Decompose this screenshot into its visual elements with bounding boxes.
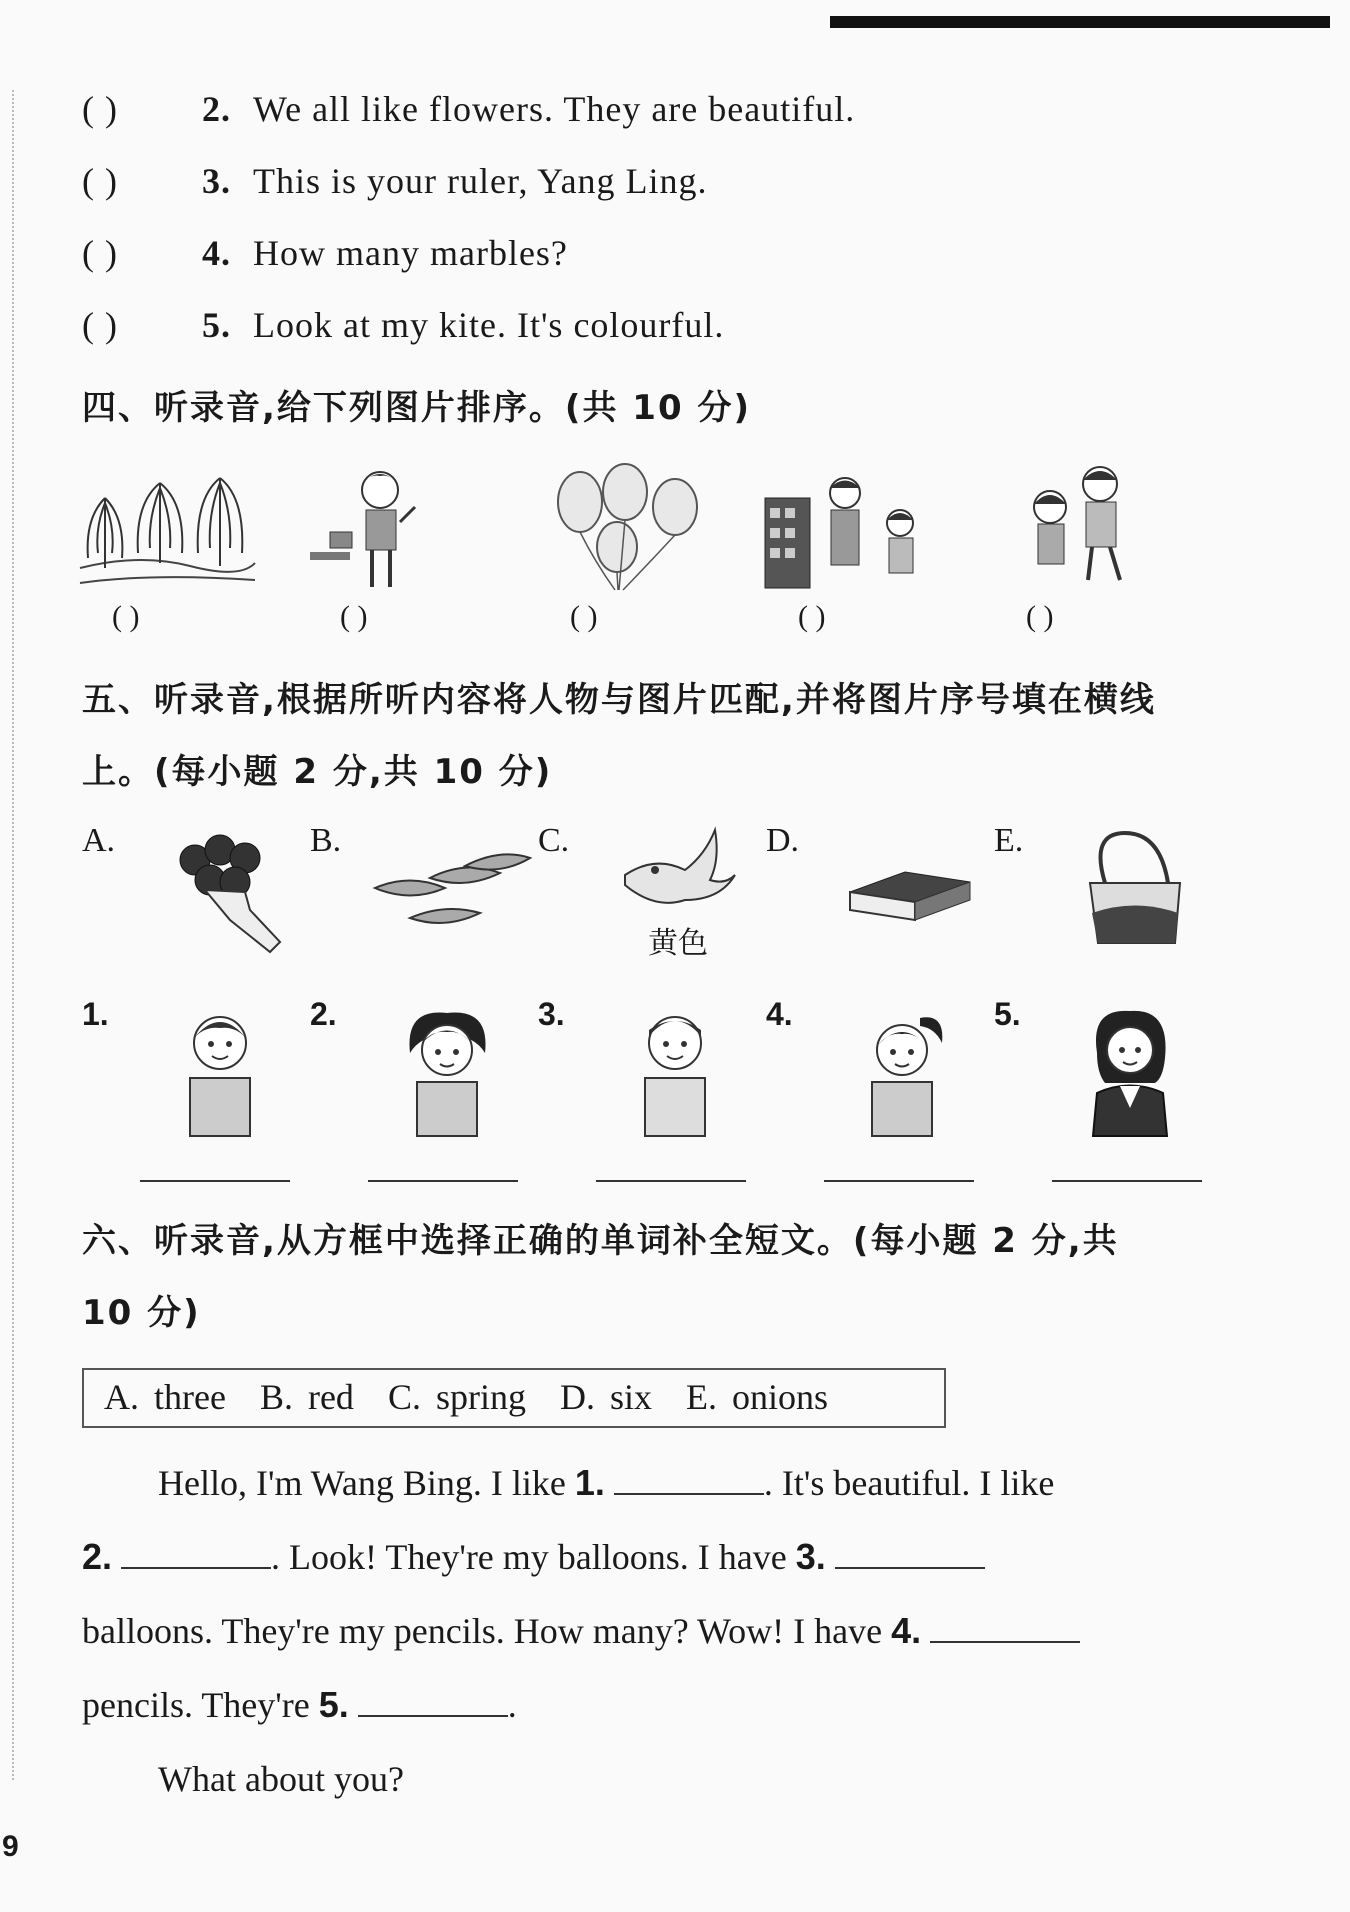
answer-slot-3[interactable]: ( ) (570, 600, 598, 633)
answer-paren[interactable]: ( ) (82, 89, 118, 129)
passage-blank-5[interactable] (358, 1685, 508, 1717)
option-letter-e: E. (994, 822, 1024, 859)
word-option-d: D. six (559, 1377, 652, 1417)
page-number: 9 (2, 1830, 19, 1863)
passage-line-2 (82, 1536, 985, 1578)
answer-paren[interactable]: ( ) (82, 305, 118, 345)
person-number-4: 4. (766, 996, 793, 1032)
question-2 (82, 88, 855, 130)
passage-blank-1[interactable] (614, 1463, 764, 1495)
question-text: This is your ruler, Yang Ling. (253, 161, 708, 201)
girl-with-ruler-icon (310, 462, 430, 592)
person-number-1: 1. (82, 996, 109, 1032)
blank-number: 1. (574, 1462, 605, 1503)
passage-blank-2[interactable] (121, 1537, 271, 1569)
option-letter-a: A. (82, 822, 116, 859)
person-number-3: 3. (538, 996, 565, 1032)
answer-slot-5[interactable]: ( ) (1026, 600, 1054, 633)
peas-icon (370, 848, 540, 933)
section6-heading-line1: 六、听录音,从方框中选择正确的单词补全短文。(每小题 2 分,共 (82, 1221, 1119, 1261)
section5-heading-line1: 五、听录音,根据所听内容将人物与图片匹配,并将图片序号填在横线 (82, 680, 1156, 720)
passage-text: Hello, I'm Wang Bing. I like (158, 1463, 575, 1503)
girls-at-shop-icon (765, 468, 945, 593)
woman-5-icon (1085, 1008, 1175, 1138)
boy-3-icon (635, 1008, 715, 1138)
passage-text: . It's beautiful. I like (763, 1463, 1055, 1503)
question-number: 3. (202, 161, 231, 201)
section5-heading-line2: 上。(每小题 2 分,共 10 分) (82, 752, 553, 792)
passage-text: . Look! They're my balloons. I have (271, 1537, 796, 1577)
answer-blank-5[interactable] (1052, 1180, 1202, 1182)
question-text: How many marbles? (253, 233, 568, 273)
question-5 (82, 304, 724, 346)
person-number-5: 5. (994, 996, 1021, 1032)
question-text: Look at my kite. It's colourful. (253, 305, 725, 345)
word-option-c: C. spring (387, 1377, 526, 1417)
girl-4-icon (860, 1008, 950, 1138)
section6-heading-line2: 10 分) (82, 1293, 201, 1333)
question-number: 4. (202, 233, 231, 273)
answer-slot-1[interactable]: ( ) (112, 600, 140, 633)
question-3 (82, 160, 708, 202)
answer-paren[interactable]: ( ) (82, 233, 118, 273)
question-number: 5. (202, 305, 231, 345)
answer-paren[interactable]: ( ) (82, 161, 118, 201)
passage-line-3 (82, 1610, 1080, 1652)
passage-line-5: What about you? (158, 1759, 404, 1799)
word-option-b: B. red (259, 1377, 354, 1417)
boy-1-icon (180, 1008, 260, 1138)
passage-line-4 (82, 1684, 517, 1726)
header-bar (830, 16, 1330, 28)
question-text: We all like flowers. They are beautiful. (253, 89, 856, 129)
blank-number: 2. (82, 1536, 113, 1577)
passage-text: . (507, 1685, 517, 1725)
answer-slot-4[interactable]: ( ) (798, 600, 826, 633)
passage-text: balloons. They're my pencils. How many? Wow! I have (82, 1611, 892, 1651)
word-options-box (82, 1368, 946, 1428)
person-number-2: 2. (310, 996, 337, 1032)
blank-number: 3. (795, 1536, 826, 1577)
binding-margin (12, 90, 14, 1780)
answer-slot-2[interactable]: ( ) (340, 600, 368, 633)
answer-blank-2[interactable] (368, 1180, 518, 1182)
blank-number: 4. (891, 1610, 922, 1651)
option-letter-b: B. (310, 822, 342, 859)
flower-bouquet-icon (170, 830, 290, 955)
children-playing-icon (1020, 462, 1140, 592)
word-option-e: E. onions (685, 1377, 828, 1417)
blank-number: 5. (318, 1684, 349, 1725)
section4-heading: 四、听录音,给下列图片排序。(共 10 分) (82, 388, 751, 428)
handbag-icon (1080, 828, 1190, 948)
question-number: 2. (202, 89, 231, 129)
answer-blank-4[interactable] (824, 1180, 974, 1182)
option-letter-c: C. (538, 822, 570, 859)
answer-blank-1[interactable] (140, 1180, 290, 1182)
balloons-icon (555, 462, 705, 592)
passage-blank-4[interactable] (930, 1611, 1080, 1643)
passage-text: pencils. They're (82, 1685, 319, 1725)
question-4 (82, 232, 568, 274)
passage-line-1 (158, 1462, 1054, 1504)
bird-icon (615, 825, 740, 915)
willow-trees-icon (80, 458, 260, 598)
pencil-box-icon (845, 862, 975, 922)
bird-caption: 黄色 (648, 926, 708, 961)
girl-2-icon (400, 1008, 495, 1138)
option-letter-d: D. (766, 822, 800, 859)
answer-blank-3[interactable] (596, 1180, 746, 1182)
passage-blank-3[interactable] (835, 1537, 985, 1569)
word-option-a: A. three (104, 1377, 226, 1417)
